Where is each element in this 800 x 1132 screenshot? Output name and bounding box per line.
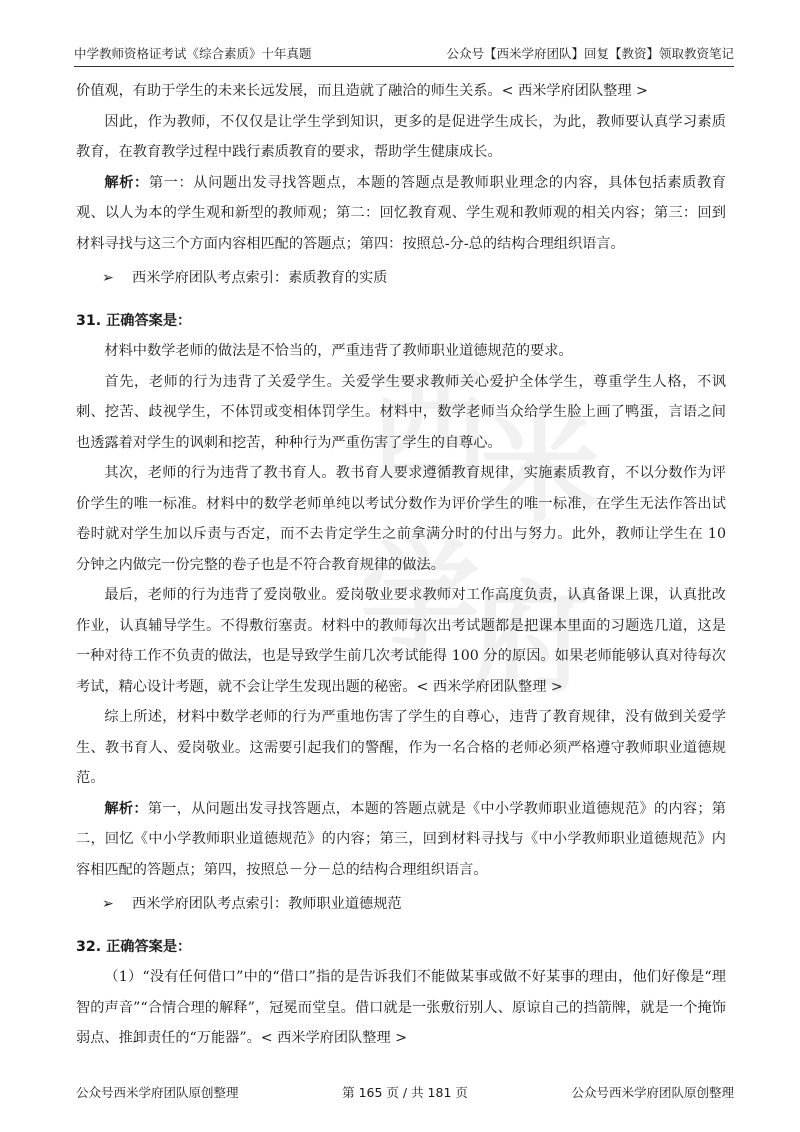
arrow-bullet-icon: ➢ (102, 270, 114, 286)
paragraph: 首先，老师的行为违背了关爱学生。关爱学生要求教师关心爱护全体学生，尊重学生人格，不讽刺、挖苦、歧视学生，不体罚或变相体罚学生。材料中，数学老师当众给学生脸上画了鸭蛋，言语之间也透露着对学生的讽刺和挖苦，种种行为严重伤害了学生的自尊心。 (76, 373, 726, 451)
page-number: 第 165 页 / 共 181 页 (342, 1085, 468, 1100)
header-left-title: 中学教师资格证考试《综合素质》十年真题 (74, 46, 312, 61)
analysis-text: 第一：从问题出发寻找答题点，本题的答题点是教师职业理念的内容，具体包括素质教育观、以人为本的学生观和新型的教师观；第二：回忆教育观、学生观和教师观的相关内容；第三：回到材料寻找与这三个方面内容相匹配的答题点；第四：按照总-分-总的结构合理组织语言。 (76, 174, 726, 252)
paragraph: 最后，老师的行为违背了爱岗敬业。爱岗敬业要求教师对工作高度负责，认真备课上课，认真批改作业，认真辅导学生。不得敷衍塞责。材料中的教师每次出考试题都是把课本里面的习题选几道，这是一种对待工作不负责的做法，也是导致学生前几次考试能得 100 分的原因。如果老师能够认真对待每次考试，精心设计考题，就不会让学生发现出题的秘密。< 西米学府团队整理 > (76, 587, 726, 695)
paragraph: 综上所述，材料中数学老师的行为严重地伤害了学生的自尊心，违背了教育规律，没有做到关爱学生、教书育人、爱岗敬业。这需要引起我们的警醒，作为一名合格的老师必须严格遵守教师职业道德规范。 (76, 709, 726, 786)
paragraph: 因此，作为教师，不仅仅是让学生学到知识，更多的是促进学生成长，为此，教师要认真学习素质教育，在教育教学过程中践行素质教育的要求，帮助学生健康成长。 (76, 113, 726, 160)
paragraph: （1）“没有任何借口”中的“借口”指的是告诉我们不能做某事或做不好某事的理由，他们好像是“理智的声音”“合情合理的解释”，冠冕而堂皇。借口就是一张敷衍别人、原谅自己的挡箭牌，就是一个掩饰弱点、推卸责任的“万能器”。< 西米学府团队整理 > (76, 969, 726, 1046)
footer-right: 公众号西米学府团队原创整理 (571, 1085, 734, 1100)
analysis-label: 解析： (104, 800, 148, 817)
analysis-label: 解析： (104, 174, 149, 191)
question-32-title: 32. 正确答案是： (76, 938, 192, 955)
knowledge-index (76, 889, 726, 920)
watermark: 西 米 学 府 (360, 360, 600, 709)
page-header (74, 40, 734, 67)
analysis-paragraph (76, 794, 726, 886)
paragraph: 其次，老师的行为违背了教书育人。教书育人要求遵循教育规律，实施素质教育，不以分数作为评价学生的唯一标准。材料中的数学老师单纯以考试分数作为评价学生的唯一标准，在学生无法作答出试卷时就对学生加以斥责与否定，而不去肯定学生之前拿满分时的付出与努力。此外，教师让学生在 10 分钟之内做完一份完整的卷子也是不符合教育规律的做法。 (76, 465, 726, 573)
footer-left: 公众号西米学府团队原创整理 (76, 1085, 239, 1100)
paragraph: 价值观，有助于学生的未来长远发展，而且造就了融洽的师生关系。< 西米学府团队整理 > (76, 83, 648, 99)
header-right-note: 公众号【西米学府团队】回复【教资】领取教资笔记 (446, 46, 734, 61)
knowledge-index-text: 西米学府团队考点索引：素质教育的实质 (132, 270, 388, 286)
page-footer (76, 1083, 734, 1101)
analysis-paragraph (76, 168, 726, 260)
page-content (76, 76, 726, 1054)
arrow-bullet-icon: ➢ (102, 896, 114, 912)
knowledge-index-text: 西米学府团队考点索引：教师职业道德规范 (132, 896, 402, 912)
analysis-text: 第一，从问题出发寻找答题点，本题的答题点就是《中小学教师职业道德规范》的内容；第二，回忆《中小学教师职业道德规范》的内容；第三，回到材料寻找与《中小学教师职业道德规范》内容相匹配的答题点；第四，按照总－分－总的结构合理组织语言。 (76, 800, 726, 878)
paragraph: 材料中数学老师的做法是不恰当的，严重违背了教师职业道德规范的要求。 (104, 343, 573, 359)
knowledge-index (76, 263, 726, 294)
question-31-title: 31. 正确答案是： (76, 312, 192, 329)
